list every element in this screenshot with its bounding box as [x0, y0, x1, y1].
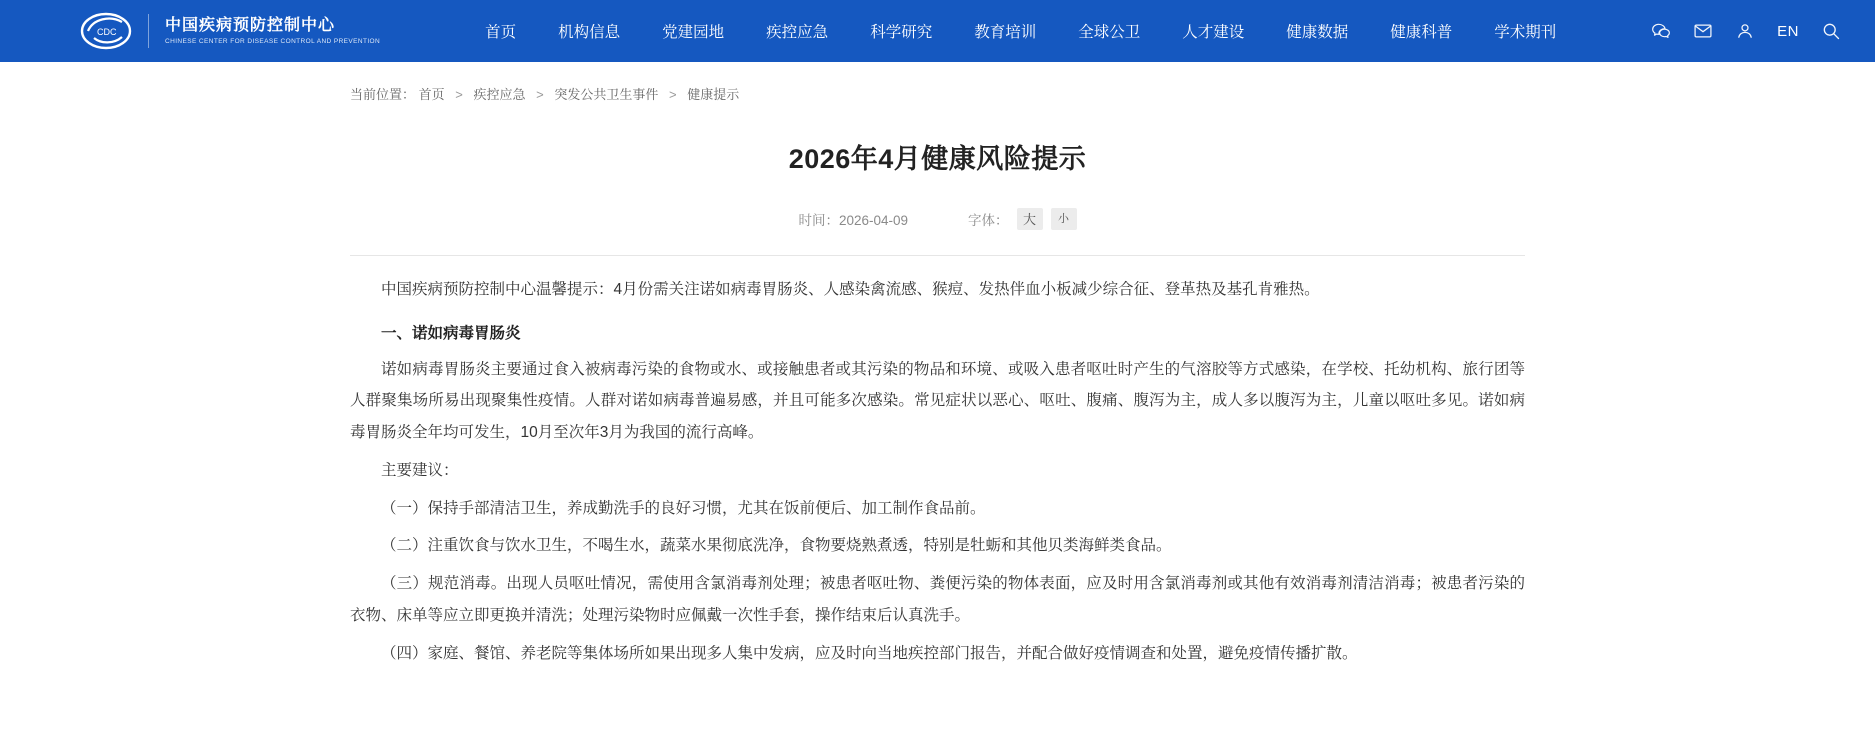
- nav-item-talent[interactable]: 人才建设: [1182, 24, 1245, 41]
- breadcrumb-separator: >: [669, 87, 677, 102]
- breadcrumb-item-emergency[interactable]: 疾控应急: [473, 87, 526, 102]
- content-divider: [350, 255, 1525, 256]
- publish-time-value: 2026-04-09: [838, 213, 909, 228]
- brand-divider: [148, 14, 149, 48]
- page-title: 2026年4月健康风险提示: [788, 144, 1087, 174]
- main-nav: [464, 12, 1641, 50]
- wechat-icon[interactable]: [1651, 21, 1671, 41]
- nav-item-health-data[interactable]: 健康数据: [1286, 24, 1349, 41]
- article-content: [350, 274, 1525, 669]
- nav-item-education[interactable]: 教育培训: [974, 24, 1037, 41]
- nav-item-global[interactable]: 全球公卫: [1078, 24, 1141, 41]
- article: [350, 137, 1525, 735]
- breadcrumb-wrap: [0, 62, 1875, 103]
- mail-icon[interactable]: [1693, 21, 1713, 41]
- article-paragraph: （一）保持手部清洁卫生，养成勤洗手的良好习惯，尤其在饭前便后、加工制作食品前。: [381, 499, 986, 517]
- header-tools: [1651, 21, 1841, 41]
- language-switch[interactable]: EN: [1777, 22, 1799, 40]
- breadcrumb-separator: >: [455, 87, 463, 102]
- font-size-large-button[interactable]: 大: [1017, 208, 1043, 230]
- user-icon[interactable]: [1735, 21, 1755, 41]
- nav-item-org-info[interactable]: 机构信息: [558, 24, 621, 41]
- breadcrumb-item-public-health-events[interactable]: 突发公共卫生事件: [554, 87, 659, 102]
- search-icon[interactable]: [1821, 21, 1841, 41]
- article-paragraph: 主要建议：: [381, 461, 459, 479]
- publish-time-label: 时间：: [798, 213, 839, 228]
- font-size-control: [968, 208, 1077, 230]
- brand-name-en: CHINESE CENTER FOR DISEASE CONTROL AND PREVENTION: [165, 37, 381, 45]
- article-section-heading: 一、诺如病毒胃肠炎: [381, 324, 521, 342]
- brand-text: [165, 17, 380, 45]
- article-paragraph: （二）注重饮食与饮水卫生，不喝生水，蔬菜水果彻底洗净，食物要烧熟煮透，特别是牡蛎和其他贝类海鲜类食品。: [381, 537, 1172, 555]
- breadcrumb-label: 当前位置：: [350, 87, 416, 102]
- breadcrumb-item-health-tips[interactable]: 健康提示: [687, 87, 740, 102]
- article-paragraph: （四）家庭、餐馆、养老院等集体场所如果出现多人集中发病，应及时向当地疾控部门报告，并配合做好疫情调查和处置，避免疫情传播扩散。: [381, 644, 1358, 662]
- font-size-label: 字体：: [968, 213, 1009, 228]
- nav-item-research[interactable]: 科学研究: [870, 24, 933, 41]
- nav-item-health-edu[interactable]: 健康科普: [1390, 24, 1453, 41]
- cdc-logo-icon: [80, 10, 136, 52]
- article-paragraph: （三）规范消毒。出现人员呕吐情况，需使用含氯消毒剂处理；被患者呕吐物、粪便污染的物体表面，应及时用含氯消毒剂或其他有效消毒剂清洁消毒；被患者污染的衣物、床单等应立即更换并清洗；处理污染物时应佩戴一次性手套，操作结束后认真洗手。: [350, 575, 1525, 624]
- article-meta: [350, 208, 1525, 230]
- brand-name-cn: 中国疾病预防控制中心: [165, 17, 336, 35]
- brand-logo-block[interactable]: [80, 10, 380, 52]
- article-paragraph: 诺如病毒胃肠炎主要通过食入被病毒污染的食物或水、或接触患者或其污染的物品和环境、或吸入患者呕吐时产生的气溶胶等方式感染，在学校、托幼机构、旅行团等人群聚集场所易出现聚集性疫情。人群对诺如病毒普遍易感，并且可能多次感染。常见症状以恶心、呕吐、腹痛、腹泻为主，成人多以腹泻为主，儿童以呕吐多见。诺如病毒胃肠炎全年均可发生，10月至次年3月为我国的流行高峰。: [350, 360, 1525, 442]
- nav-item-party[interactable]: 党建园地: [662, 24, 725, 41]
- breadcrumb-separator: >: [536, 87, 544, 102]
- nav-item-home[interactable]: 首页: [485, 24, 517, 41]
- article-paragraph: 中国疾病预防控制中心温馨提示：4月份需关注诺如病毒胃肠炎、人感染禽流感、猴痘、发热伴血小板减少综合征、登革热及基孔肯雅热。: [381, 281, 1320, 298]
- nav-item-journals[interactable]: 学术期刊: [1494, 24, 1557, 41]
- breadcrumb-item-home[interactable]: 首页: [418, 87, 445, 102]
- publish-time: [798, 209, 908, 229]
- svg-text:CDC: CDC: [97, 27, 117, 37]
- font-size-small-button[interactable]: 小: [1051, 208, 1077, 230]
- breadcrumb: [350, 84, 1525, 103]
- site-header: [0, 0, 1875, 62]
- nav-item-emergency[interactable]: 疾控应急: [766, 24, 829, 41]
